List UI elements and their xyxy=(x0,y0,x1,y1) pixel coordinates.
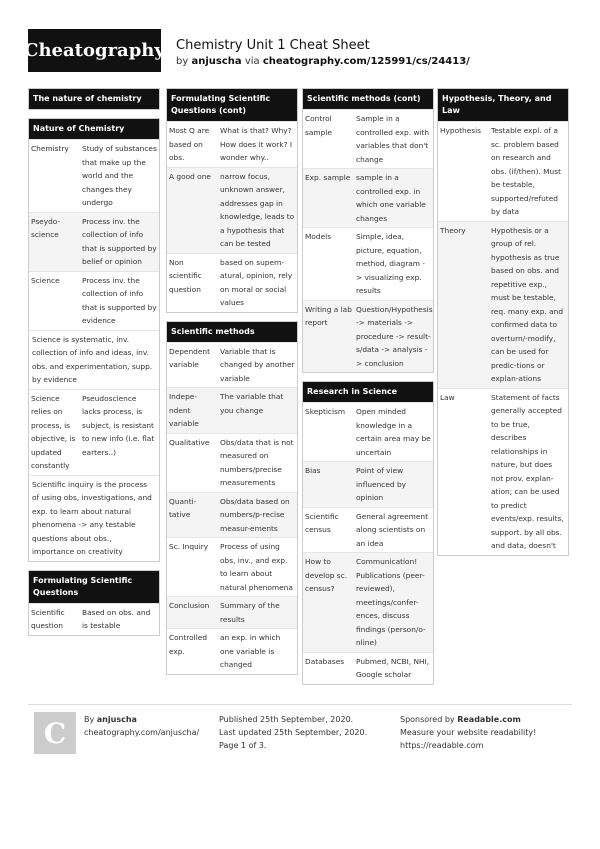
byline xyxy=(176,56,470,67)
section-title: Formulating Scientific Questions (cont) xyxy=(167,89,297,121)
term: Most Q are based on obs. xyxy=(169,126,210,162)
table-row xyxy=(438,388,568,555)
section-title: Scientific methods xyxy=(167,322,297,342)
sponsor-link[interactable]: Readable.com xyxy=(457,715,521,724)
section-nature-of-chemistry xyxy=(28,118,160,562)
sponsor-tagline: Measure your website readability! xyxy=(400,728,537,737)
term: Scientific census xyxy=(305,511,339,534)
updated-date: Last updated 25th September, 2020. xyxy=(219,728,368,737)
term: Models xyxy=(305,232,332,241)
table-row xyxy=(303,109,433,168)
section-title: Formulating Scientific Questions xyxy=(29,571,159,603)
footer-author xyxy=(84,713,199,739)
table-row xyxy=(167,342,297,388)
term: Hypothesis xyxy=(440,126,482,135)
table-row xyxy=(167,492,297,538)
section-scientific-methods-cont xyxy=(302,88,434,373)
table-row xyxy=(167,253,297,312)
term: A good one xyxy=(169,171,211,181)
term: Indepe-ndent variable xyxy=(169,392,199,428)
term: Quanti-tative xyxy=(169,496,197,519)
term: Science relies on process, is objective, is updated constantly xyxy=(31,393,76,470)
definition: Pseudoscience lacks process, is subject, is resistant to new info (i.e. flat earters..) xyxy=(82,393,155,457)
definition: The variable that you change xyxy=(220,392,284,415)
via-label: via xyxy=(244,56,260,67)
table-row xyxy=(167,121,297,167)
cheatography-logo[interactable]: Cheatography xyxy=(28,29,161,72)
footer-divider xyxy=(28,704,572,705)
term: Law xyxy=(440,392,455,402)
term: Writing a lab report xyxy=(305,304,352,327)
term: Exp. sample xyxy=(305,173,351,182)
section-hypothesis-theory-law xyxy=(437,88,569,556)
term: Chemistry xyxy=(31,144,69,153)
table-row xyxy=(29,271,159,330)
table-row xyxy=(303,461,433,507)
term: Conclusion xyxy=(169,601,210,610)
table-row xyxy=(438,121,568,221)
table-row xyxy=(303,552,433,652)
term: Bias xyxy=(305,466,321,475)
table-row xyxy=(303,402,433,461)
sponsor-prefix: Sponsored by xyxy=(400,715,455,724)
definition: an exp. in which one variable is changed xyxy=(220,633,281,669)
column-1 xyxy=(28,88,160,644)
table-row xyxy=(303,300,433,373)
sheet-url-link[interactable]: cheatography.com/125991/cs/24413/ xyxy=(262,56,470,67)
sponsor-url[interactable]: https://readable.com xyxy=(400,741,484,750)
footer-sponsor xyxy=(400,713,536,752)
definition: Obs/data based on numbers/p-recise measur-ements xyxy=(220,496,290,533)
author-link[interactable]: anjuscha xyxy=(191,56,242,67)
term: Databases xyxy=(305,656,345,666)
footer-author-url[interactable]: cheatography.com/anjuscha/ xyxy=(84,728,200,737)
table-row xyxy=(167,628,297,674)
section-title: Nature of Chemistry xyxy=(29,119,159,139)
definition: sample in a controlled exp. in which one variable changes xyxy=(356,173,426,223)
definition: Question/Hypothesis -> materials -> procedure -> result-s/data -> analysis -> conclusion xyxy=(356,304,433,368)
definition: What is that? Why? How does it work? I wonder why.. xyxy=(220,126,293,162)
table-row xyxy=(303,168,433,227)
definition: Study of substances that make up the world and the changes they undergo xyxy=(82,144,157,207)
section-title: The nature of chemistry xyxy=(29,89,159,109)
column-3 xyxy=(302,88,434,693)
definition: Communication! Publications (peer-reviewed), meetings/confer-ences, discuss findings (person/o-nline) xyxy=(356,557,426,647)
page-title: Chemistry Unit 1 Cheat Sheet xyxy=(176,38,370,53)
term: Science xyxy=(31,275,60,285)
definition: Process inv. the collection of info that is supported by evidence xyxy=(82,275,157,325)
section-title: Hypothesis, Theory, and Law xyxy=(438,89,568,121)
table-row xyxy=(167,537,297,596)
definition: Simple, idea, picture, equation, method, diagram -> visualizing exp. results xyxy=(356,232,425,295)
definition: Sample in a controlled exp. with variables that don't change xyxy=(356,114,430,164)
definition: Based on obs. and is testable xyxy=(82,607,151,630)
section-title: Research in Science xyxy=(303,382,433,402)
footer-dates xyxy=(219,713,367,752)
definition: Point of view influenced by opinion xyxy=(356,466,407,502)
definition: Pubmed, NCBI, NHI, Google scholar xyxy=(356,656,430,679)
definition: based on supern-atural, opinion, rely on moral or social values xyxy=(220,257,293,307)
term: Skepticism xyxy=(305,407,346,416)
section-research-in-science xyxy=(302,381,434,685)
definition: Statement of facts generally accepted to be true, describes relationships in nature, but does not prov. explan-ation; can be used to predict events/exp. results, support. by all obs. and data, doesn't xyxy=(491,392,564,550)
by-label: By xyxy=(84,715,95,724)
table-row xyxy=(29,389,159,475)
table-row xyxy=(303,652,433,684)
definition: narrow focus, unknown answer, addresses gap in knowledge, leads to a hypothesis that can be tested xyxy=(220,171,295,248)
definition: Summary of the results xyxy=(220,601,280,624)
note-science-systematic: Science is systematic, inv. collection of info and ideas, inv. obs. and experimentation, supp. by evidence xyxy=(29,330,159,389)
section-formulating-questions-cont xyxy=(166,88,298,313)
table-row xyxy=(303,507,433,553)
table-row xyxy=(438,221,568,388)
term: Sc. Inquiry xyxy=(169,542,209,551)
definition: Obs/data that is not measured on numbers/precise measurements xyxy=(220,437,294,487)
definition: Variable that is changed by another variable xyxy=(220,346,295,383)
cheatography-c-icon: C xyxy=(34,712,76,754)
definition: Process of using obs, inv., and exp. to learn about natural phenomena xyxy=(220,542,293,592)
column-4 xyxy=(437,88,569,564)
term: Non scientific question xyxy=(169,257,202,294)
term: How to develop sc. census? xyxy=(305,557,348,593)
table-row xyxy=(167,387,297,433)
term: Qualitative xyxy=(169,437,210,447)
section-formulating-questions xyxy=(28,570,160,636)
table-row xyxy=(167,167,297,253)
table-row xyxy=(167,433,297,492)
definition: General agreement along scientists on an idea xyxy=(356,511,428,548)
table-row xyxy=(303,227,433,300)
term: Scientific question xyxy=(31,607,65,630)
column-2 xyxy=(166,88,298,683)
definition: Process inv. the collection of info that is supported by belief or opinion xyxy=(82,216,157,266)
term: Dependent variable xyxy=(169,346,210,369)
section-scientific-methods xyxy=(166,321,298,675)
table-row xyxy=(29,603,159,635)
term: Pseydo-science xyxy=(31,216,61,239)
section-title: Scientific methods (cont) xyxy=(303,89,433,109)
published-date: Published 25th September, 2020. xyxy=(219,715,354,724)
definition: Open minded knowledge in a certain area may be uncertain xyxy=(356,407,431,457)
definition: Hypothesis or a group of rel. hypothesis as true based on obs. and repetitive exp., must be testable, req. many exp. and confirmed data to overturn/-modify, can be used for predic-tions or explan-ations xyxy=(491,225,564,383)
by-prefix: by xyxy=(176,56,189,67)
footer-author-link[interactable]: anjuscha xyxy=(96,715,137,724)
table-row xyxy=(29,139,159,212)
term: Controlled exp. xyxy=(169,633,208,656)
table-row xyxy=(167,596,297,628)
term: Control sample xyxy=(305,114,332,137)
page-count: Page 1 of 3. xyxy=(219,741,267,750)
section-nature-of-chemistry-top xyxy=(28,88,160,110)
table-row xyxy=(29,212,159,271)
term: Theory xyxy=(440,225,466,235)
definition: Testable expl. of a sc. problem based on research and obs. (if/then). Must be testable, supported/refuted by data xyxy=(491,126,561,216)
note-scientific-inquiry: Scientific inquiry is the process of using obs, investigations, and exp. to learn about natural phenomena -> any testable questions about obs., importance on creativity xyxy=(29,475,159,561)
